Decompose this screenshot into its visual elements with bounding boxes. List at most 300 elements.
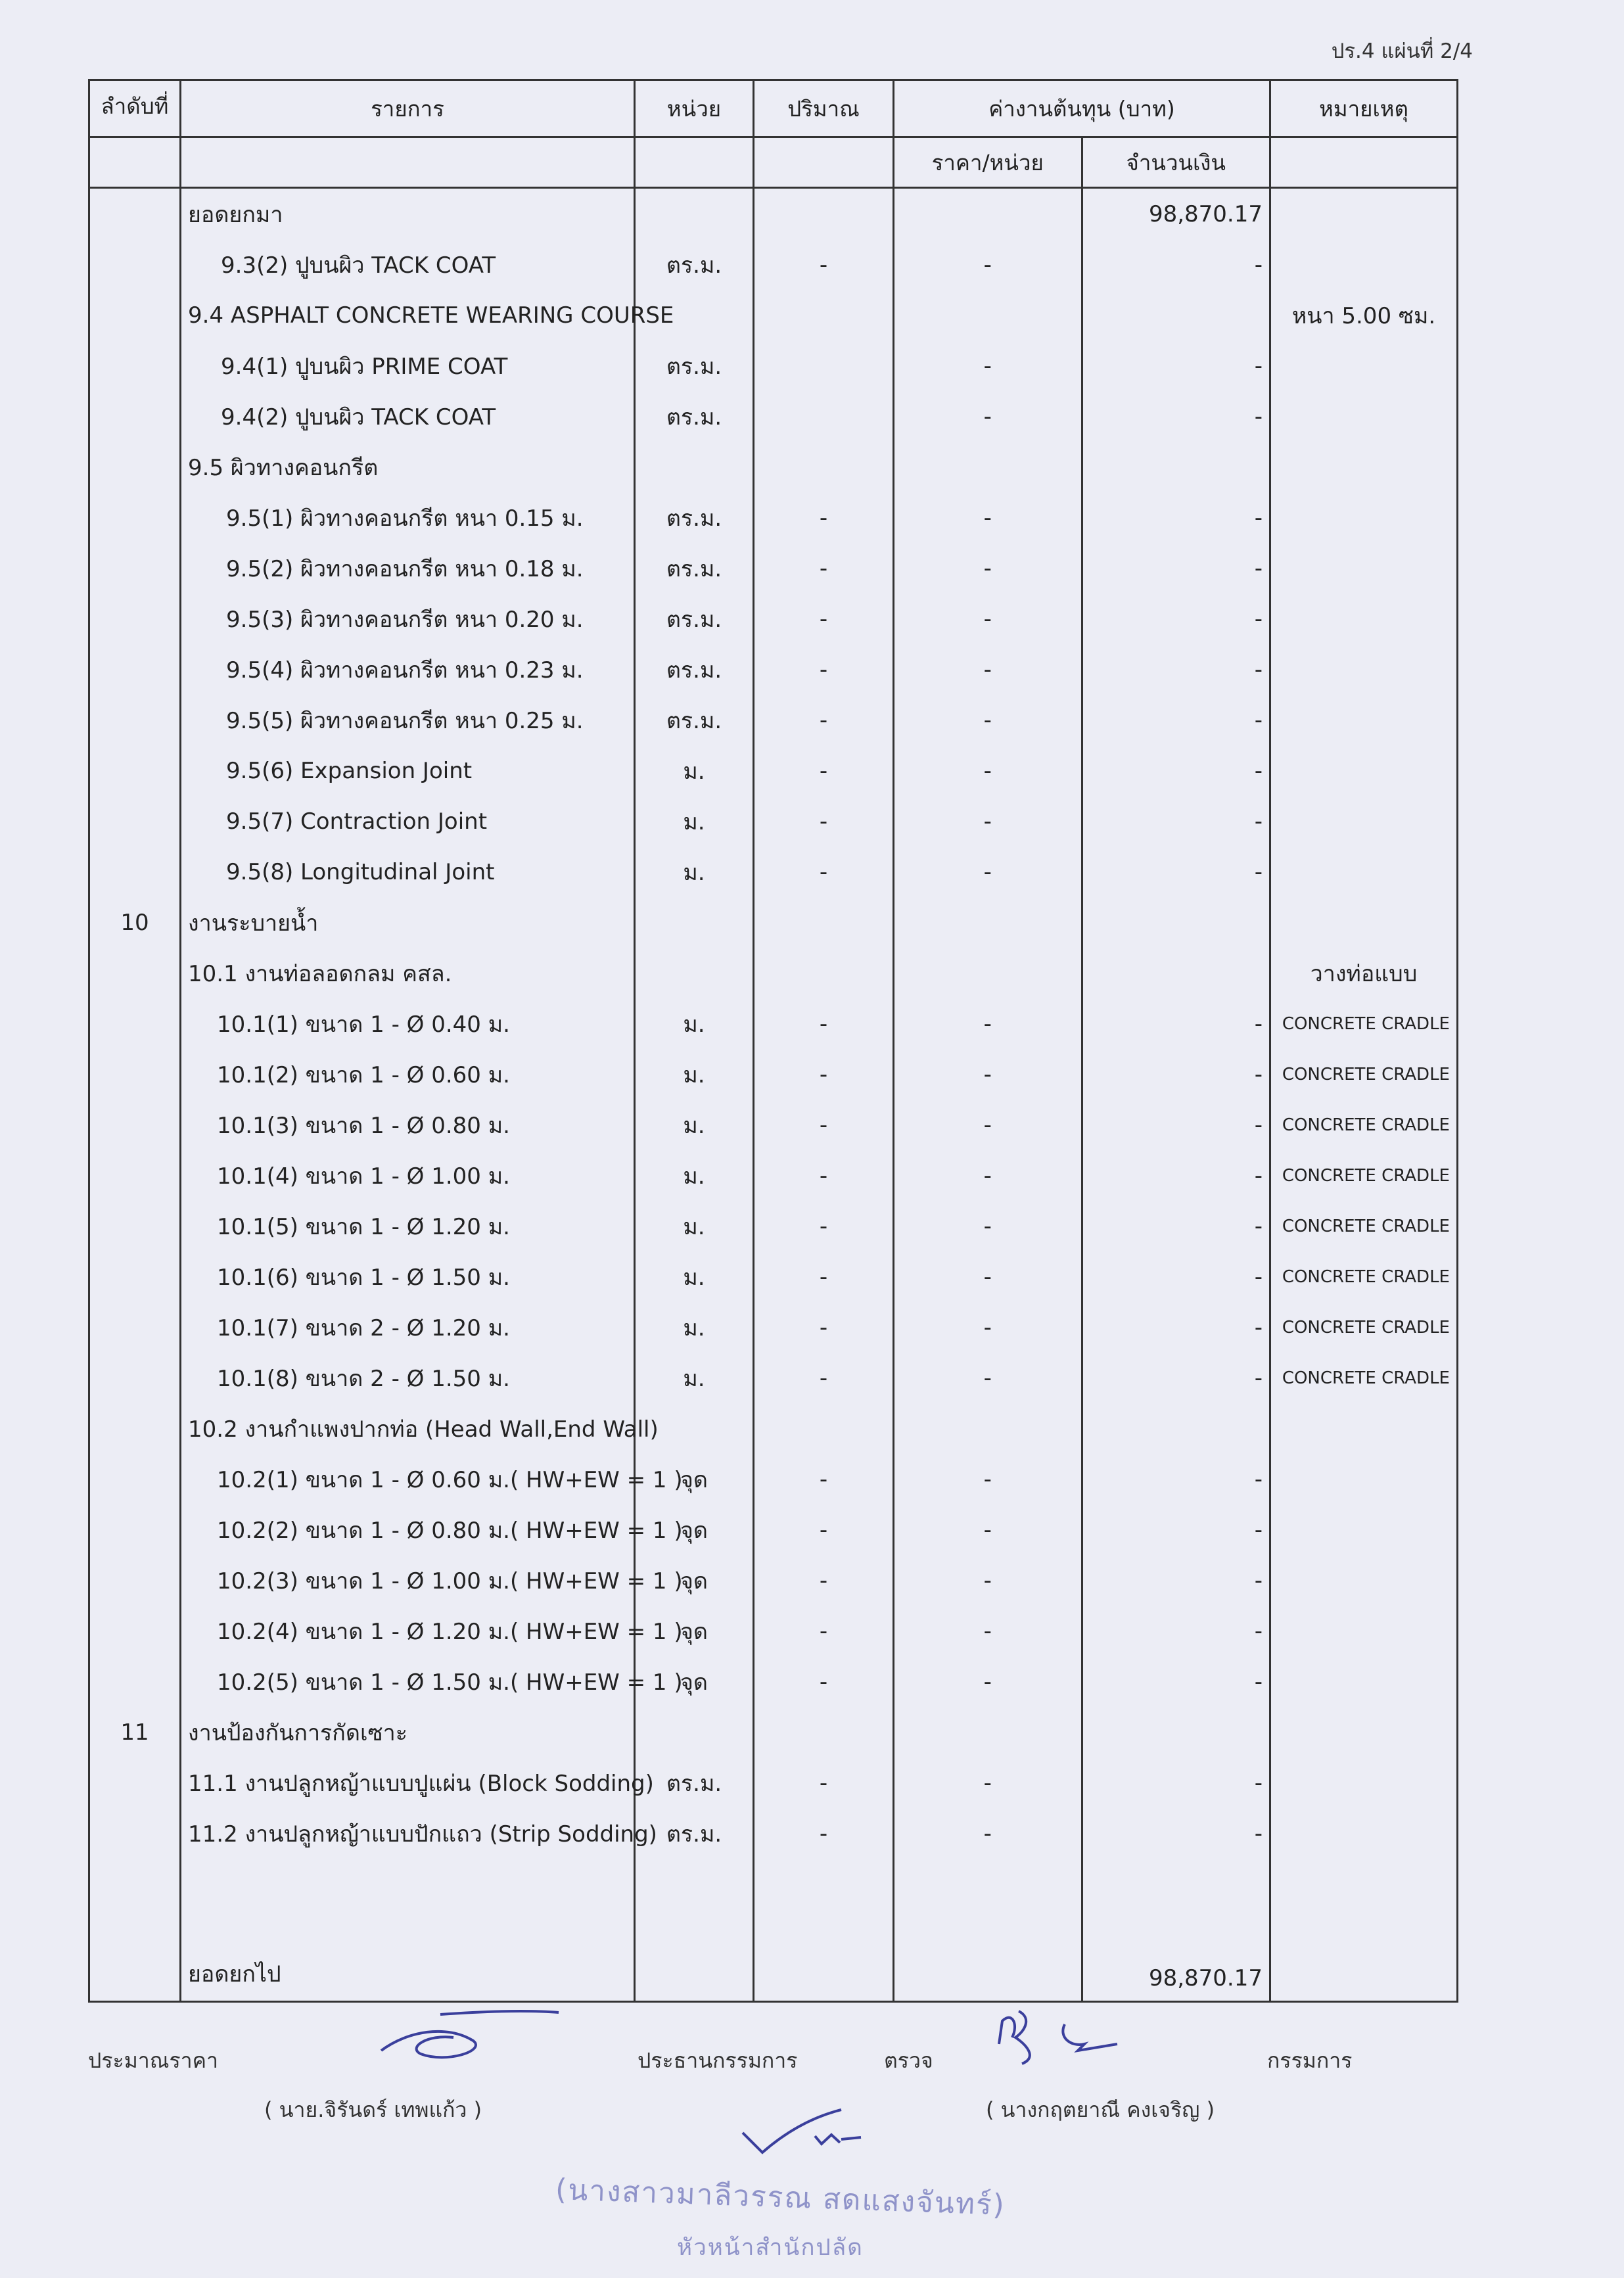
row-no bbox=[89, 442, 181, 492]
row-item: 10.1(6) ขนาด 1 - Ø 1.50 ม. bbox=[181, 1251, 635, 1302]
row-amount: - bbox=[1082, 1049, 1270, 1100]
row-qty: - bbox=[754, 1201, 894, 1251]
header-amount: จำนวนเงิน bbox=[1082, 137, 1270, 188]
row-qty bbox=[754, 188, 894, 240]
row-qty: - bbox=[754, 644, 894, 695]
footer-qty bbox=[754, 1931, 894, 2002]
table-row bbox=[89, 239, 1458, 290]
row-qty: - bbox=[754, 1353, 894, 1403]
row-no bbox=[89, 1403, 181, 1454]
row-remark bbox=[1270, 593, 1458, 644]
row-unit: จุด bbox=[635, 1555, 754, 1606]
row-qty: - bbox=[754, 1504, 894, 1555]
row-no bbox=[89, 1808, 181, 1859]
row-no bbox=[89, 543, 181, 593]
header-item: รายการ bbox=[181, 80, 635, 137]
row-unit bbox=[635, 442, 754, 492]
row-unit-price: - bbox=[894, 847, 1082, 897]
spacer-cell bbox=[1270, 1859, 1458, 1931]
row-amount: - bbox=[1082, 593, 1270, 644]
row-amount: - bbox=[1082, 391, 1270, 442]
row-remark: หนา 5.00 ซม. bbox=[1270, 290, 1458, 340]
table-row bbox=[89, 1454, 1458, 1504]
check-signature bbox=[736, 2103, 881, 2162]
row-no bbox=[89, 391, 181, 442]
row-unit: ตร.ม. bbox=[635, 1757, 754, 1808]
row-remark bbox=[1270, 543, 1458, 593]
row-no bbox=[89, 948, 181, 998]
table-row bbox=[89, 1353, 1458, 1403]
table-row bbox=[89, 897, 1458, 948]
row-amount: - bbox=[1082, 745, 1270, 796]
row-unit: ตร.ม. bbox=[635, 543, 754, 593]
row-unit-price: - bbox=[894, 1555, 1082, 1606]
table-row bbox=[89, 1403, 1458, 1454]
row-item: 9.5(5) ผิวทางคอนกรีต หนา 0.25 ม. bbox=[181, 695, 635, 745]
row-remark bbox=[1270, 391, 1458, 442]
row-remark: CONCRETE CRADLE bbox=[1270, 1049, 1458, 1100]
row-amount: - bbox=[1082, 1100, 1270, 1150]
row-remark: CONCRETE CRADLE bbox=[1270, 1353, 1458, 1403]
row-qty bbox=[754, 1403, 894, 1454]
carry-forward-row bbox=[89, 1931, 1458, 2002]
header-unit-cont bbox=[635, 137, 754, 188]
row-amount: - bbox=[1082, 1504, 1270, 1555]
member-label: กรรมการ bbox=[1267, 2048, 1353, 2073]
row-qty: - bbox=[754, 1454, 894, 1504]
row-amount bbox=[1082, 1403, 1270, 1454]
row-no bbox=[89, 644, 181, 695]
estimator-signature bbox=[368, 2005, 565, 2064]
row-qty: - bbox=[754, 1049, 894, 1100]
row-item: 9.5(8) Longitudinal Joint bbox=[181, 847, 635, 897]
table-row bbox=[89, 796, 1458, 847]
row-amount: - bbox=[1082, 543, 1270, 593]
row-unit bbox=[635, 188, 754, 240]
row-qty: - bbox=[754, 543, 894, 593]
row-qty bbox=[754, 391, 894, 442]
row-no bbox=[89, 1606, 181, 1656]
table-row bbox=[89, 442, 1458, 492]
row-unit: ม. bbox=[635, 1251, 754, 1302]
row-remark bbox=[1270, 695, 1458, 745]
row-unit-price: - bbox=[894, 239, 1082, 290]
row-no bbox=[89, 1302, 181, 1353]
row-remark bbox=[1270, 745, 1458, 796]
table-row bbox=[89, 745, 1458, 796]
row-qty bbox=[754, 897, 894, 948]
row-unit-price: - bbox=[894, 998, 1082, 1049]
table-row bbox=[89, 644, 1458, 695]
row-amount: - bbox=[1082, 847, 1270, 897]
row-qty: - bbox=[754, 1808, 894, 1859]
row-qty: - bbox=[754, 1555, 894, 1606]
row-amount: - bbox=[1082, 1201, 1270, 1251]
row-unit-price: - bbox=[894, 1302, 1082, 1353]
row-amount: - bbox=[1082, 239, 1270, 290]
row-no bbox=[89, 1251, 181, 1302]
row-item: 9.5(1) ผิวทางคอนกรีต หนา 0.15 ม. bbox=[181, 492, 635, 543]
table-row bbox=[89, 948, 1458, 998]
row-remark: CONCRETE CRADLE bbox=[1270, 998, 1458, 1049]
row-amount bbox=[1082, 442, 1270, 492]
row-remark bbox=[1270, 492, 1458, 543]
row-qty: - bbox=[754, 239, 894, 290]
row-item: 10.1(3) ขนาด 1 - Ø 0.80 ม. bbox=[181, 1100, 635, 1150]
row-remark bbox=[1270, 1555, 1458, 1606]
row-item: ยอดยกมา bbox=[181, 188, 635, 240]
row-remark bbox=[1270, 897, 1458, 948]
row-unit-price: - bbox=[894, 1606, 1082, 1656]
member-name: ( นางกฤตยาณี คงเจริญ ) bbox=[986, 2097, 1215, 2122]
header-no: ลำดับที่ bbox=[89, 80, 181, 137]
row-qty: - bbox=[754, 1100, 894, 1150]
table-row bbox=[89, 1251, 1458, 1302]
table-row bbox=[89, 391, 1458, 442]
row-item: 9.5(3) ผิวทางคอนกรีต หนา 0.20 ม. bbox=[181, 593, 635, 644]
spacer-cell bbox=[1082, 1859, 1270, 1931]
row-amount: - bbox=[1082, 340, 1270, 391]
spacer-row bbox=[89, 1859, 1458, 1931]
table-row bbox=[89, 593, 1458, 644]
row-item: 10.2(5) ขนาด 1 - Ø 1.50 ม.( HW+EW = 1 ) bbox=[181, 1656, 635, 1707]
row-item: 9.5(7) Contraction Joint bbox=[181, 796, 635, 847]
row-amount: - bbox=[1082, 1353, 1270, 1403]
row-remark: CONCRETE CRADLE bbox=[1270, 1201, 1458, 1251]
row-qty: - bbox=[754, 796, 894, 847]
table-header bbox=[89, 80, 1458, 188]
row-no bbox=[89, 239, 181, 290]
row-remark: CONCRETE CRADLE bbox=[1270, 1302, 1458, 1353]
row-remark bbox=[1270, 1606, 1458, 1656]
row-unit: ตร.ม. bbox=[635, 492, 754, 543]
estimator-name: ( นาย.จิรันดร์ เทพแก้ว ) bbox=[264, 2097, 482, 2122]
row-no bbox=[89, 998, 181, 1049]
row-no bbox=[89, 340, 181, 391]
row-amount: - bbox=[1082, 1808, 1270, 1859]
spacer-cell bbox=[894, 1859, 1082, 1931]
row-remark: วางท่อแบบ bbox=[1270, 948, 1458, 998]
row-no bbox=[89, 1049, 181, 1100]
row-no bbox=[89, 593, 181, 644]
row-qty: - bbox=[754, 1251, 894, 1302]
row-item: 9.4 ASPHALT CONCRETE WEARING COURSE bbox=[181, 290, 635, 340]
row-item: 9.5 ผิวทางคอนกรีต bbox=[181, 442, 635, 492]
row-amount bbox=[1082, 290, 1270, 340]
row-amount: - bbox=[1082, 492, 1270, 543]
row-qty bbox=[754, 442, 894, 492]
table-row bbox=[89, 847, 1458, 897]
row-item: 10.2(1) ขนาด 1 - Ø 0.60 ม.( HW+EW = 1 ) bbox=[181, 1454, 635, 1504]
row-remark bbox=[1270, 1454, 1458, 1504]
row-unit-price bbox=[894, 1707, 1082, 1757]
row-unit-price: - bbox=[894, 1353, 1082, 1403]
row-unit: ม. bbox=[635, 1353, 754, 1403]
row-remark bbox=[1270, 644, 1458, 695]
spacer-cell bbox=[181, 1859, 635, 1931]
table-row bbox=[89, 1606, 1458, 1656]
header-qty-cont bbox=[754, 137, 894, 188]
row-qty: - bbox=[754, 695, 894, 745]
row-qty: - bbox=[754, 847, 894, 897]
estimator-label: ประมาณราคา bbox=[88, 2048, 218, 2073]
row-unit-price bbox=[894, 948, 1082, 998]
row-unit-price: - bbox=[894, 1201, 1082, 1251]
row-unit: ม. bbox=[635, 1302, 754, 1353]
row-amount bbox=[1082, 897, 1270, 948]
row-item: 10.1(1) ขนาด 1 - Ø 0.40 ม. bbox=[181, 998, 635, 1049]
header-qty: ปริมาณ bbox=[754, 80, 894, 137]
row-amount bbox=[1082, 948, 1270, 998]
row-amount: - bbox=[1082, 1555, 1270, 1606]
row-item: 10.1(4) ขนาด 1 - Ø 1.00 ม. bbox=[181, 1150, 635, 1201]
row-unit-price: - bbox=[894, 1656, 1082, 1707]
table-row bbox=[89, 1201, 1458, 1251]
row-unit: ตร.ม. bbox=[635, 340, 754, 391]
table-row bbox=[89, 1757, 1458, 1808]
stamp-name: (นางสาวมาลีวรรณ สดแสงจันทร์) bbox=[555, 2173, 1006, 2222]
header-remark: หมายเหตุ bbox=[1270, 80, 1458, 137]
row-no bbox=[89, 847, 181, 897]
row-remark bbox=[1270, 442, 1458, 492]
row-unit-price: - bbox=[894, 1504, 1082, 1555]
row-unit-price bbox=[894, 188, 1082, 240]
row-no bbox=[89, 290, 181, 340]
row-qty: - bbox=[754, 492, 894, 543]
row-qty: - bbox=[754, 745, 894, 796]
row-remark bbox=[1270, 1504, 1458, 1555]
table-body bbox=[89, 188, 1458, 2002]
row-item: 9.5(6) Expansion Joint bbox=[181, 745, 635, 796]
row-remark bbox=[1270, 1808, 1458, 1859]
table-row bbox=[89, 1555, 1458, 1606]
row-unit: ตร.ม. bbox=[635, 1808, 754, 1859]
row-unit: จุด bbox=[635, 1504, 754, 1555]
row-remark bbox=[1270, 847, 1458, 897]
row-item: 9.3(2) ปูบนผิว TACK COAT bbox=[181, 239, 635, 290]
row-unit: ม. bbox=[635, 1049, 754, 1100]
row-unit-price: - bbox=[894, 644, 1082, 695]
table-row bbox=[89, 998, 1458, 1049]
row-unit-price: - bbox=[894, 1150, 1082, 1201]
row-item: 9.5(2) ผิวทางคอนกรีต หนา 0.18 ม. bbox=[181, 543, 635, 593]
row-no bbox=[89, 492, 181, 543]
footer-remark bbox=[1270, 1931, 1458, 2002]
row-unit-price bbox=[894, 290, 1082, 340]
row-qty bbox=[754, 340, 894, 391]
row-no bbox=[89, 188, 181, 240]
row-unit: ตร.ม. bbox=[635, 695, 754, 745]
table-row bbox=[89, 1100, 1458, 1150]
row-no bbox=[89, 1100, 181, 1150]
row-item: 10.1(2) ขนาด 1 - Ø 0.60 ม. bbox=[181, 1049, 635, 1100]
row-qty bbox=[754, 948, 894, 998]
row-amount: - bbox=[1082, 695, 1270, 745]
row-no bbox=[89, 1757, 181, 1808]
spacer-cell bbox=[635, 1859, 754, 1931]
row-amount: - bbox=[1082, 796, 1270, 847]
row-amount: - bbox=[1082, 1150, 1270, 1201]
table-row bbox=[89, 543, 1458, 593]
row-unit-price: - bbox=[894, 1049, 1082, 1100]
row-remark bbox=[1270, 1403, 1458, 1454]
row-unit-price: - bbox=[894, 1757, 1082, 1808]
row-unit-price: - bbox=[894, 1100, 1082, 1150]
row-unit-price: - bbox=[894, 391, 1082, 442]
row-no bbox=[89, 695, 181, 745]
row-no: 11 bbox=[89, 1707, 181, 1757]
row-amount: - bbox=[1082, 1656, 1270, 1707]
row-no bbox=[89, 1454, 181, 1504]
row-item: 9.4(1) ปูบนผิว PRIME COAT bbox=[181, 340, 635, 391]
row-item: 10.2(2) ขนาด 1 - Ø 0.80 ม.( HW+EW = 1 ) bbox=[181, 1504, 635, 1555]
row-amount: - bbox=[1082, 644, 1270, 695]
row-amount bbox=[1082, 1707, 1270, 1757]
row-unit: จุด bbox=[635, 1656, 754, 1707]
row-item: 11.1 งานปลูกหญ้าแบบปูแผ่น (Block Sodding) bbox=[181, 1757, 635, 1808]
spacer-cell bbox=[89, 1859, 181, 1931]
row-item: งานป้องกันการกัดเซาะ bbox=[181, 1707, 635, 1757]
row-unit: ม. bbox=[635, 745, 754, 796]
row-unit-price: - bbox=[894, 593, 1082, 644]
row-remark: CONCRETE CRADLE bbox=[1270, 1150, 1458, 1201]
table-row bbox=[89, 1302, 1458, 1353]
table-row bbox=[89, 1656, 1458, 1707]
footer-price bbox=[894, 1931, 1082, 2002]
row-unit-price: - bbox=[894, 695, 1082, 745]
header-unit-price: ราคา/หน่วย bbox=[894, 137, 1082, 188]
row-unit: จุด bbox=[635, 1606, 754, 1656]
row-unit-price: - bbox=[894, 1808, 1082, 1859]
row-unit bbox=[635, 897, 754, 948]
row-unit bbox=[635, 1707, 754, 1757]
header-remark-cont bbox=[1270, 137, 1458, 188]
row-amount: - bbox=[1082, 1251, 1270, 1302]
row-qty: - bbox=[754, 1302, 894, 1353]
row-remark bbox=[1270, 1656, 1458, 1707]
row-no bbox=[89, 1201, 181, 1251]
header-no-cont bbox=[89, 137, 181, 188]
table-row bbox=[89, 290, 1458, 340]
row-unit: ม. bbox=[635, 847, 754, 897]
row-item: 10.2 งานกำแพงปากท่อ (Head Wall,End Wall) bbox=[181, 1403, 635, 1454]
row-amount: - bbox=[1082, 998, 1270, 1049]
row-unit: ตร.ม. bbox=[635, 239, 754, 290]
table-row bbox=[89, 1707, 1458, 1757]
row-unit: ตร.ม. bbox=[635, 593, 754, 644]
row-remark bbox=[1270, 1757, 1458, 1808]
page-reference: ปร.4 แผ่นที่ 2/4 bbox=[1331, 39, 1473, 63]
row-no bbox=[89, 796, 181, 847]
row-item: 10.1 งานท่อลอดกลม คสล. bbox=[181, 948, 635, 998]
chair-label: ประธานกรรมการ bbox=[638, 2048, 798, 2073]
row-unit: ม. bbox=[635, 1201, 754, 1251]
table-row bbox=[89, 1150, 1458, 1201]
row-unit: จุด bbox=[635, 1454, 754, 1504]
row-qty bbox=[754, 290, 894, 340]
member-signature bbox=[986, 1998, 1157, 2077]
row-remark bbox=[1270, 188, 1458, 240]
row-item: งานระบายน้ำ bbox=[181, 897, 635, 948]
check-label: ตรวจ bbox=[884, 2048, 933, 2073]
header-cost-group: ค่างานต้นทุน (บาท) bbox=[894, 80, 1270, 137]
row-amount: - bbox=[1082, 1302, 1270, 1353]
footer-amount: 98,870.17 bbox=[1082, 1931, 1270, 2002]
row-item: 10.1(8) ขนาด 2 - Ø 1.50 ม. bbox=[181, 1353, 635, 1403]
row-unit-price: - bbox=[894, 492, 1082, 543]
footer-unit bbox=[635, 1931, 754, 2002]
row-unit: ม. bbox=[635, 998, 754, 1049]
row-unit-price: - bbox=[894, 543, 1082, 593]
row-unit-price: - bbox=[894, 796, 1082, 847]
row-amount: - bbox=[1082, 1606, 1270, 1656]
header-unit: หน่วย bbox=[635, 80, 754, 137]
table-row bbox=[89, 492, 1458, 543]
table-row bbox=[89, 340, 1458, 391]
row-unit: ม. bbox=[635, 1150, 754, 1201]
row-item: 10.2(3) ขนาด 1 - Ø 1.00 ม.( HW+EW = 1 ) bbox=[181, 1555, 635, 1606]
row-unit: ตร.ม. bbox=[635, 644, 754, 695]
row-item: 10.2(4) ขนาด 1 - Ø 1.20 ม.( HW+EW = 1 ) bbox=[181, 1606, 635, 1656]
row-item: 10.1(7) ขนาด 2 - Ø 1.20 ม. bbox=[181, 1302, 635, 1353]
row-qty: - bbox=[754, 1606, 894, 1656]
row-unit-price bbox=[894, 442, 1082, 492]
table-row bbox=[89, 1504, 1458, 1555]
row-unit-price: - bbox=[894, 340, 1082, 391]
row-no bbox=[89, 1504, 181, 1555]
row-no bbox=[89, 1555, 181, 1606]
row-remark bbox=[1270, 796, 1458, 847]
row-remark: CONCRETE CRADLE bbox=[1270, 1251, 1458, 1302]
row-unit-price bbox=[894, 1403, 1082, 1454]
row-remark bbox=[1270, 340, 1458, 391]
row-amount: - bbox=[1082, 1454, 1270, 1504]
footer-item: ยอดยกไป bbox=[181, 1931, 635, 2002]
row-item: 10.1(5) ขนาด 1 - Ø 1.20 ม. bbox=[181, 1201, 635, 1251]
table-row bbox=[89, 695, 1458, 745]
row-no bbox=[89, 1353, 181, 1403]
row-item: 11.2 งานปลูกหญ้าแบบปักแถว (Strip Sodding) bbox=[181, 1808, 635, 1859]
row-qty: - bbox=[754, 1656, 894, 1707]
row-no bbox=[89, 1656, 181, 1707]
stamp-title: หัวหน้าสำนักปลัด bbox=[677, 2235, 864, 2261]
row-qty bbox=[754, 1707, 894, 1757]
row-no: 10 bbox=[89, 897, 181, 948]
row-unit-price bbox=[894, 897, 1082, 948]
table-row bbox=[89, 1808, 1458, 1859]
table-row bbox=[89, 188, 1458, 240]
table-row bbox=[89, 1049, 1458, 1100]
row-item: 9.5(4) ผิวทางคอนกรีต หนา 0.23 ม. bbox=[181, 644, 635, 695]
row-item: 9.4(2) ปูบนผิว TACK COAT bbox=[181, 391, 635, 442]
row-unit-price: - bbox=[894, 1251, 1082, 1302]
row-unit: ตร.ม. bbox=[635, 391, 754, 442]
row-no bbox=[89, 745, 181, 796]
spacer-cell bbox=[754, 1859, 894, 1931]
row-unit-price: - bbox=[894, 745, 1082, 796]
row-unit-price: - bbox=[894, 1454, 1082, 1504]
row-remark bbox=[1270, 239, 1458, 290]
row-qty: - bbox=[754, 593, 894, 644]
row-unit: ม. bbox=[635, 796, 754, 847]
row-remark bbox=[1270, 1707, 1458, 1757]
row-remark: CONCRETE CRADLE bbox=[1270, 1100, 1458, 1150]
row-qty: - bbox=[754, 998, 894, 1049]
row-amount: 98,870.17 bbox=[1082, 188, 1270, 240]
header-item-cont bbox=[181, 137, 635, 188]
footer-no bbox=[89, 1931, 181, 2002]
row-unit bbox=[635, 948, 754, 998]
